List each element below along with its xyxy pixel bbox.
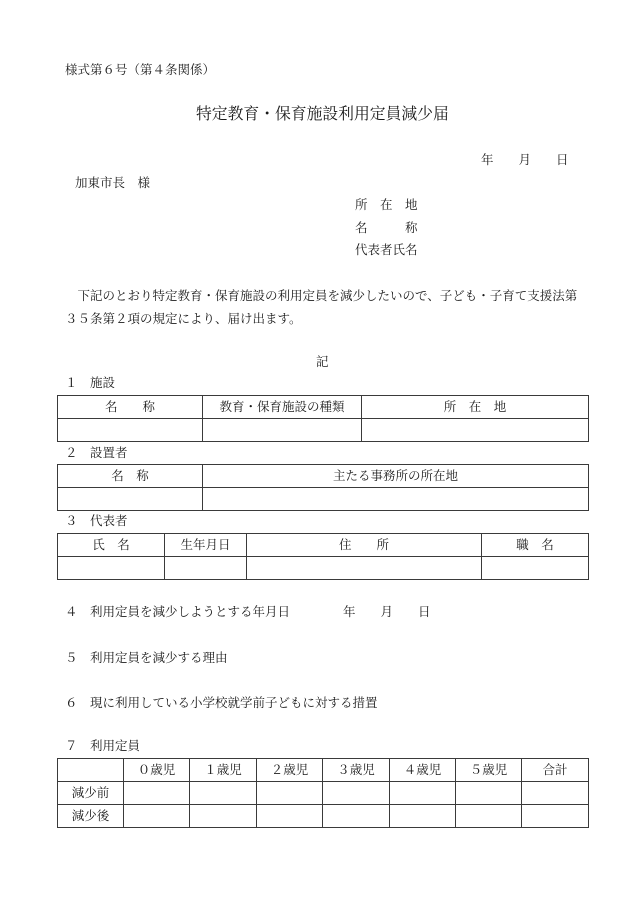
- capacity-corner-cell: [58, 759, 124, 782]
- founder-table: [57, 464, 589, 511]
- representative-birthdate-cell: [165, 557, 247, 580]
- facility-address-cell: [362, 419, 589, 442]
- section-representative-heading: ３ 代表者: [65, 514, 128, 528]
- reduction-date: 年 月 日: [343, 605, 431, 619]
- table-header-row: [58, 534, 589, 557]
- capacity-cell: [522, 782, 589, 805]
- table-row: [58, 782, 589, 805]
- facility-type-header: 教育・保育施設の種類: [203, 396, 362, 419]
- founder-name-cell: [58, 488, 203, 511]
- representative-birthdate-header: 生年月日: [165, 534, 247, 557]
- capacity-cell: [257, 805, 323, 828]
- representative-name-header: 氏 名: [58, 534, 165, 557]
- section-reduction-date-heading: ４ 利用定員を減少しようとする年月日: [65, 605, 291, 619]
- capacity-cell: [456, 805, 522, 828]
- body-text-line-1: 下記のとおり特定教育・保育施設の利用定員を減少したいので、子ども・子育て支援法第: [65, 289, 578, 303]
- representative-address-header: 住 所: [247, 534, 482, 557]
- capacity-age0-header: ０歳児: [124, 759, 190, 782]
- capacity-cell: [124, 805, 190, 828]
- table-row: [58, 805, 589, 828]
- representative-address-cell: [247, 557, 482, 580]
- capacity-cell: [390, 782, 456, 805]
- capacity-age5-header: ５歳児: [456, 759, 522, 782]
- founder-office-address-cell: [203, 488, 589, 511]
- capacity-cell: [257, 782, 323, 805]
- capacity-after-label: 減少後: [58, 805, 124, 828]
- capacity-age4-header: ４歳児: [390, 759, 456, 782]
- document-title: 特定教育・保育施設利用定員減少届: [196, 106, 449, 123]
- facility-name-cell: [58, 419, 203, 442]
- capacity-cell: [124, 782, 190, 805]
- ki-heading: 記: [316, 355, 329, 369]
- capacity-total-header: 合計: [522, 759, 589, 782]
- table-header-row: [58, 396, 589, 419]
- capacity-age1-header: １歳児: [190, 759, 257, 782]
- form-number: 様式第６号（第４条関係）: [65, 63, 216, 77]
- section-capacity-heading: ７ 利用定員: [65, 739, 141, 753]
- capacity-age3-header: ３歳児: [323, 759, 390, 782]
- representative-table: [57, 533, 589, 580]
- facility-name-header: 名 称: [58, 396, 203, 419]
- table-header-row: [58, 465, 589, 488]
- table-row: [58, 419, 589, 442]
- founder-name-header: 名 称: [58, 465, 203, 488]
- body-text-line-2: ３５条第２項の規定により、届け出ます。: [65, 312, 302, 326]
- table-row: [58, 557, 589, 580]
- representative-title-cell: [482, 557, 589, 580]
- table-row: [58, 488, 589, 511]
- facility-type-cell: [203, 419, 362, 442]
- submission-date: 年 月 日: [481, 153, 569, 167]
- capacity-age2-header: ２歳児: [257, 759, 323, 782]
- representative-name-cell: [58, 557, 165, 580]
- capacity-cell: [456, 782, 522, 805]
- capacity-before-label: 減少前: [58, 782, 124, 805]
- capacity-cell: [190, 782, 257, 805]
- facility-table: [57, 395, 589, 442]
- founder-office-address-header: 主たる事務所の所在地: [203, 465, 589, 488]
- addressee: 加東市長 様: [75, 176, 151, 190]
- applicant-address-label: 所 在 地: [355, 198, 418, 212]
- capacity-cell: [522, 805, 589, 828]
- section-founder-heading: ２ 設置者: [65, 446, 128, 460]
- table-header-row: [58, 759, 589, 782]
- section-measures-heading: ６ 現に利用している小学校就学前子どもに対する措置: [65, 696, 378, 710]
- capacity-cell: [323, 805, 390, 828]
- representative-title-header: 職 名: [482, 534, 589, 557]
- capacity-table: [57, 758, 589, 828]
- capacity-cell: [390, 805, 456, 828]
- capacity-cell: [323, 782, 390, 805]
- section-reason-heading: ５ 利用定員を減少する理由: [65, 651, 228, 665]
- capacity-cell: [190, 805, 257, 828]
- applicant-representative-label: 代表者氏名: [355, 243, 418, 257]
- applicant-name-label: 名 称: [355, 221, 418, 235]
- facility-address-header: 所 在 地: [362, 396, 589, 419]
- section-facility-heading: １ 施設: [65, 376, 116, 390]
